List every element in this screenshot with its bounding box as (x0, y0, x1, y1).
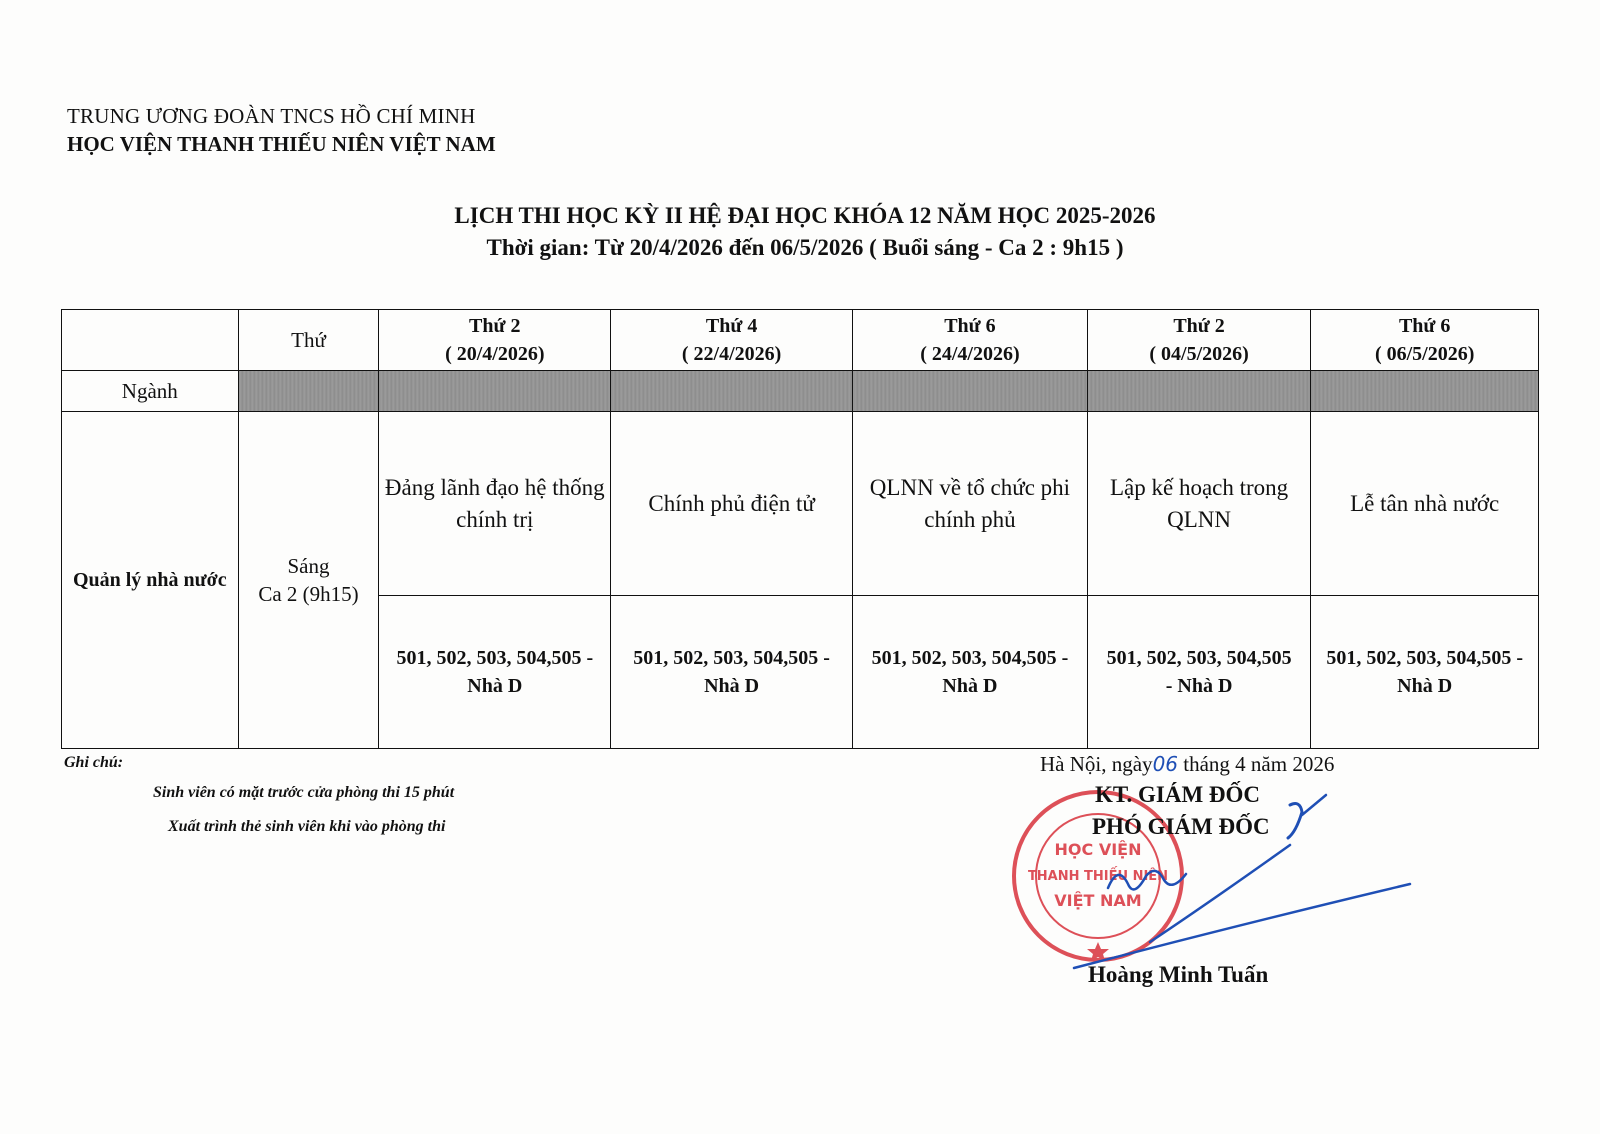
note-item: Sinh viên có mặt trước cửa phòng thi 15 phút (153, 784, 455, 801)
day-header (1311, 310, 1539, 371)
signer-title: KT. GIÁM ĐỐC (1095, 782, 1261, 807)
day-date: ( 06/5/2026) (1374, 343, 1475, 365)
shaded-cell (853, 371, 1088, 412)
room-cell (1087, 596, 1311, 749)
subject-cell: Lập kế hoạch trong QLNN (1087, 412, 1311, 596)
subject-cell: QLNN về tổ chức phi chính phủ (853, 412, 1088, 596)
day-name: Thứ 2 (469, 315, 521, 337)
session-label: Sáng (287, 554, 330, 578)
title-line: LỊCH THI HỌC KỲ II HỆ ĐẠI HỌC KHÓA 12 NĂM HỌC 2025-2026 (454, 203, 1156, 228)
room-numbers: 501, 502, 503, 504,505 - (633, 647, 830, 669)
day-date: ( 20/4/2026) (445, 343, 545, 365)
day-header (853, 310, 1088, 371)
signer-position: PHÓ GIÁM ĐỐC (1092, 814, 1270, 839)
building-label: Nhà D (1397, 675, 1453, 697)
room-numbers: 501, 502, 503, 504,505 (1106, 647, 1292, 669)
shaded-cell (238, 371, 379, 412)
subject-cell: Lễ tân nhà nước (1311, 412, 1539, 596)
shaded-cell (611, 371, 853, 412)
day-date: ( 22/4/2026) (681, 343, 782, 365)
shaded-cell (1087, 371, 1311, 412)
day-name: Thứ 2 (1173, 315, 1225, 337)
header-row (62, 310, 1539, 371)
institution-name: HỌC VIỆN THANH THIẾU NIÊN VIỆT NAM (67, 132, 496, 156)
day-header (379, 310, 611, 371)
day-date: ( 04/5/2026) (1149, 343, 1249, 365)
major-cell: Quản lý nhà nước (62, 412, 239, 749)
room-cell (611, 596, 853, 749)
subject-cell: Chính phủ điện tử (611, 412, 853, 596)
note-item: Xuất trình thẻ sinh viên khi vào phòng thi (168, 818, 446, 835)
major-label-row (62, 371, 1539, 412)
day-name: Thứ 4 (705, 315, 758, 337)
organization-header (67, 102, 496, 158)
svg-text:HỌC VIỆN: HỌC VIỆN (1054, 840, 1142, 859)
notes-heading: Ghi chú: (64, 754, 124, 771)
svg-text:THANH THIẾU NIÊN: THANH THIẾU NIÊN (1027, 869, 1169, 884)
day-header (1087, 310, 1311, 371)
building-label: - Nhà D (1165, 675, 1233, 697)
shift-label: Ca 2 (9h15) (258, 582, 359, 606)
svg-text:VIỆT NAM: VIỆT NAM (1054, 891, 1142, 910)
weekday-column-header: Thứ (238, 310, 379, 371)
date-prefix: Hà Nội, ngày (1040, 752, 1153, 776)
room-numbers: 501, 502, 503, 504,505 - (1326, 647, 1523, 669)
day-name: Thứ 6 (944, 315, 996, 337)
day-header (611, 310, 853, 371)
room-numbers: 501, 502, 503, 504,505 - (396, 647, 594, 669)
major-column-header: Ngành (62, 371, 239, 412)
subject-cell: Đảng lãnh đạo hệ thống chính trị (379, 412, 611, 596)
blank-corner-cell (62, 310, 239, 371)
shaded-cell (1311, 371, 1539, 412)
shaded-cell (379, 371, 611, 412)
notes-section (64, 754, 455, 835)
room-numbers: 501, 502, 503, 504,505 - (871, 647, 1069, 669)
room-cell (853, 596, 1088, 749)
day-date: ( 24/4/2026) (920, 343, 1020, 365)
handwritten-day: 06 (1152, 752, 1179, 776)
building-label: Nhà D (942, 675, 998, 697)
parent-organization: TRUNG ƯƠNG ĐOÀN TNCS HỒ CHÍ MINH (67, 104, 476, 128)
building-label: Nhà D (467, 675, 523, 697)
exam-schedule-table (61, 309, 1539, 749)
signer-name: Hoàng Minh Tuấn (1088, 962, 1269, 987)
session-cell (238, 412, 379, 749)
day-name: Thứ 6 (1398, 315, 1451, 337)
period-line: Thời gian: Từ 20/4/2026 đến 06/5/2026 ( Buổi sáng - Ca 2 : 9h15 ) (486, 235, 1124, 260)
subject-row (62, 412, 1539, 596)
building-label: Nhà D (704, 675, 760, 697)
room-cell (379, 596, 611, 749)
room-cell (1311, 596, 1539, 749)
date-suffix: tháng 4 năm 2026 (1178, 752, 1335, 776)
document-title (0, 200, 1600, 264)
signature-block (1010, 752, 1570, 1012)
issue-date (1040, 752, 1334, 777)
